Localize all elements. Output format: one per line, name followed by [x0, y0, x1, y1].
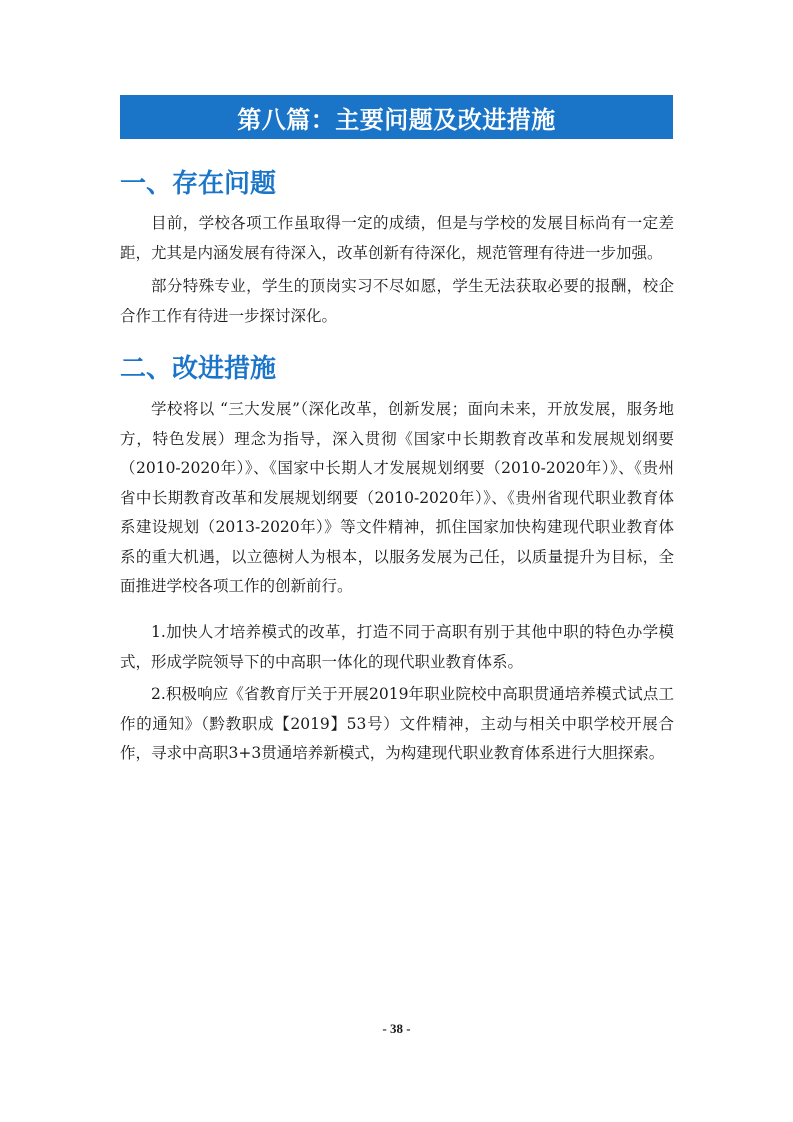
chapter-title: 第八篇：主要问题及改进措施 [237, 105, 556, 134]
paragraph: 部分特殊专业，学生的顶岗实习不尽如愿，学生无法获取必要的报酬，校企合作工作有待进一步探讨深化。 [120, 277, 674, 325]
paragraph: 1.加快人才培养模式的改革，打造不同于高职有别于其他中职的特色办学模式，形成学院领导下的中高职一体化的现代职业教育体系。 [120, 623, 674, 671]
page-number: - 38 - [382, 1021, 411, 1036]
paragraph: 2.积极响应《省教育厅关于开展2019年职业院校中高职贯通培养模式试点工作的通知》（黔教职成【2019】53号）文件精神，主动与相关中职学校开展合作，寻求中高职3+3贯通培养新模式，为构建现代职业教育体系进行大胆探索。 [120, 685, 674, 762]
paragraph: 目前，学校各项工作虽取得一定的成绩，但是与学校的发展目标尚有一定差距，尤其是内涵发展有待深入，改革创新有待深化，规范管理有待进一步加强。 [120, 214, 674, 262]
section-heading-problems: 一、存在问题 [120, 169, 277, 199]
section-heading-improvements: 二、改进措施 [120, 354, 277, 384]
chapter-title-banner [120, 95, 673, 139]
paragraph: 学校将以 “三大发展”（深化改革，创新发展；面向未来，开放发展，服务地方，特色发展）理念为指导，深入贯彻《国家中长期教育改革和发展规划纲要（2010-2020年）》、《国家中长期人才发展规划纲要（2010-2020年）》、《贵州省中长期教育改革和发展规划纲要（2010-2020年）》、《贵州省现代职业教育体系建设规划（2013-2020年）》等文件精神，抓住国家加快构建现代职业教育体系的重大机遇，以立德树人为根本，以服务发展为己任，以质量提升为目标，全面推进学校各项工作的创新前行。 [120, 400, 674, 595]
